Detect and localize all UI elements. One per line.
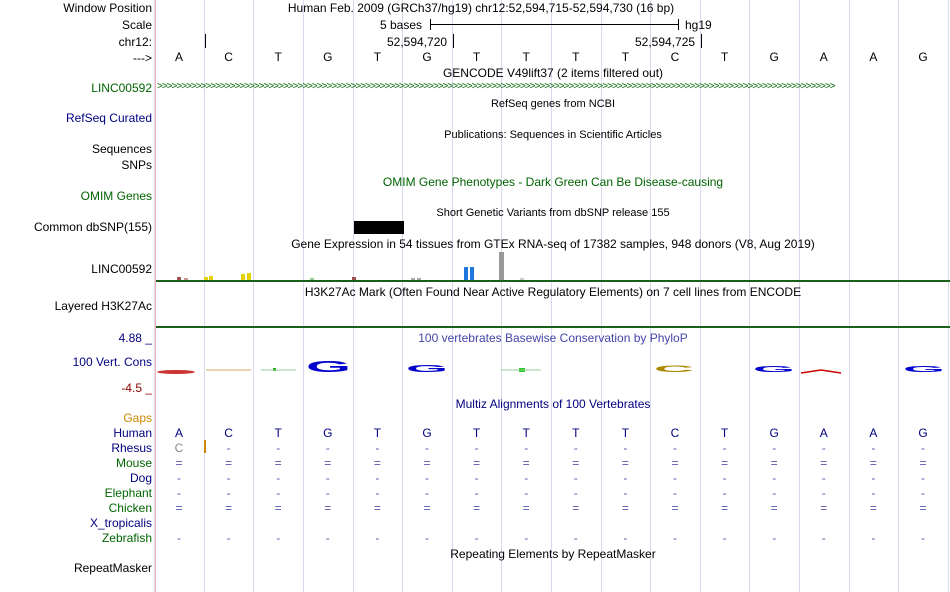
sequences-label[interactable]: Sequences [91,142,152,156]
svg-text:C: C [654,364,698,374]
repeatmasker-title: Repeating Elements by RepeatMasker [450,547,656,561]
alignment-cell: = [820,501,828,515]
gtex-bar[interactable] [310,278,314,280]
alignment-cell: = [869,456,877,470]
alignment-cell: T [621,426,630,440]
gtex-bar[interactable] [352,277,356,280]
gene-track-arrows[interactable]: >>>>>>>>>>>>>>>>>>>>>>>>>>>>>>>>>>>>>>>>>>>>>>>>>>>>>>>>>>>>>>>>>>>>>>>>>>>>>>>>>>>>>>>>>>>>>>>>>>>>>>>>>>>>>>>>>>>>>>>>>>>>>>>>>>>>>>>>>>>> [157,81,835,92]
alignment-cell: - [772,486,777,500]
sequence-base: T [720,50,729,64]
alignment-cell: = [671,501,679,515]
sequence-base: T [621,50,630,64]
scale-bar [430,24,678,25]
alignment-cell: T [274,426,282,440]
alignment-cell: - [375,531,380,545]
alignment-cell: = [225,456,233,470]
alignment-cell: T [373,426,382,440]
alignment-cell: - [177,531,181,545]
cons-max-label: 4.88 _ [118,331,152,345]
scale-bar-right-tick [678,19,679,30]
scale-text: 5 bases [380,18,423,32]
alignment-cell: - [821,471,826,485]
alignment-cell: - [821,531,826,545]
alignment-cell: - [177,471,181,485]
alignment-cell: - [673,531,677,545]
publications-title: Publications: Sequences in Scientific Articles [444,129,662,141]
gtex-bar[interactable] [520,278,524,280]
gtex-bar[interactable] [177,277,181,280]
alignment-cell: - [623,486,628,500]
alignment-cell: G [769,426,779,440]
alignment-cell: = [671,456,679,470]
alignment-cell: - [276,486,281,500]
alignment-cell: - [375,471,380,485]
alignment-cell: - [921,531,925,545]
gencode-title: GENCODE V49lift37 (2 items filtered out) [442,66,664,80]
alignment-cell: - [673,471,677,485]
window-position-text: Human Feb. 2009 (GRCh37/hg19) chr12:52,594,715-52,594,730 (16 bp) [287,1,675,15]
alignment-cell: - [375,441,380,455]
alignment-cell: - [871,486,876,500]
alignment-cell: - [722,441,727,455]
snp-feature[interactable] [354,221,404,234]
species-label[interactable]: Human [113,426,152,440]
svg-text:G: G [406,364,450,375]
chromosome-label: chr12: [118,35,152,49]
ruler-tick [701,34,702,48]
alignment-cell: = [373,456,381,470]
alignment-cell: - [474,486,479,500]
alignment-cell: - [772,471,777,485]
alignment-cell: = [770,456,778,470]
alignment-cell: - [226,486,231,500]
alignment-cell: - [573,486,578,500]
omim-label[interactable]: OMIM Genes [80,189,152,203]
alignment-cell: - [673,486,677,500]
alignment-cell: A [819,426,828,440]
alignment-cell: - [524,531,529,545]
alignment-cell: - [821,441,826,455]
alignment-cell: C [224,426,233,440]
h3k27ac-title: H3K27Ac Mark (Often Found Near Active Regulatory Elements) on 7 cell lines from ENCODE [304,285,802,299]
alignment-cell: - [177,486,181,500]
species-label[interactable]: Chicken [108,501,152,515]
alignment-cell: T [572,426,580,440]
h3k27ac-baseline [156,326,950,328]
alignment-cell: = [621,456,629,470]
alignment-cell: - [871,531,876,545]
alignment-cell: T [720,426,729,440]
repeatmasker-label[interactable]: RepeatMasker [73,561,152,575]
svg-text:G: G [306,359,351,376]
linc-gene-label[interactable]: LINC00592 [91,81,152,95]
alignment-cell: - [623,441,628,455]
alignment-cell: = [274,501,282,515]
alignment-cell: T [472,426,481,440]
sequence-base: T [572,50,580,64]
window-position-label: Window Position [63,1,152,15]
sequence-base: A [819,50,828,64]
h3k27ac-label[interactable]: Layered H3K27Ac [54,299,152,313]
alignment-cell: = [175,501,183,515]
alignment-cell: - [921,441,925,455]
sequence-base: G [422,50,432,64]
alignment-cell: - [226,441,231,455]
sequence-base: G [769,50,779,64]
alignment-cell: = [324,456,332,470]
gtex-bar[interactable] [209,276,213,280]
alignment-cell: - [226,471,231,485]
alignment-cell: = [473,501,481,515]
species-label[interactable]: Mouse [115,456,152,470]
alignment-cell: = [473,456,481,470]
refseq-title: RefSeq genes from NCBI [490,98,616,110]
sequence-base: G [918,50,928,64]
gtex-bar[interactable] [241,274,245,280]
alignment-cell: = [621,501,629,515]
sequence-base: T [522,50,530,64]
alignment-cell: - [722,531,727,545]
svg-text:G: G [903,365,945,374]
assembly-text: hg19 [685,18,712,32]
alignment-cell: T [522,426,530,440]
gtex-bar[interactable] [411,278,415,280]
alignment-cell: = [721,501,729,515]
gtex-bar[interactable] [204,277,208,280]
refseq-label[interactable]: RefSeq Curated [65,111,152,125]
coordinate-1: 52,594,720 [387,35,448,49]
alignment-cell: - [276,531,281,545]
alignment-cell: = [522,456,530,470]
alignment-cell: - [673,441,677,455]
alignment-cell: - [524,441,529,455]
cons-min-label: -4.5 _ [121,381,152,395]
base-gridline [154,0,155,592]
alignment-cell: - [722,486,727,500]
alignment-cell: - [276,471,281,485]
alignment-cell: = [225,501,233,515]
alignment-cell: = [423,456,431,470]
alignment-cell: - [524,471,529,485]
alignment-cell: - [821,486,826,500]
sequence-base: A [174,50,183,64]
gtex-label[interactable]: LINC00592 [91,262,152,276]
alignment-cell: C [174,441,184,455]
alignment-cell: = [175,456,183,470]
sequence-base: T [373,50,382,64]
alignment-cell: - [772,531,777,545]
scale-label: Scale [121,18,152,32]
alignment-cell: = [572,501,580,515]
alignment-cell: = [423,501,431,515]
dbsnp-title: Short Genetic Variants from dbSNP release 155 [436,207,670,219]
gtex-bar[interactable] [464,267,468,280]
alignment-cell: = [770,501,778,515]
gtex-bar[interactable] [247,273,251,280]
species-label[interactable]: Dog [129,471,152,485]
coordinate-2: 52,594,725 [635,35,696,49]
gtex-title: Gene Expression in 54 tissues from GTEx RNA-seq of 17382 samples, 948 donors (V8, Aug 2019) [291,237,815,251]
alignment-cell: = [373,501,381,515]
svg-text:G: G [753,365,795,374]
alignment-cell: - [871,471,876,485]
alignment-cell: - [325,531,330,545]
scale-bar-left-tick [430,19,431,30]
alignment-cell: - [425,471,429,485]
alignment-cell: = [919,501,927,515]
alignment-cell: - [871,441,876,455]
gtex-bar[interactable] [499,252,504,280]
sequence-base: C [224,50,233,64]
alignment-cell: - [623,471,628,485]
snps-label[interactable]: SNPs [121,158,152,172]
alignment-cell: - [573,531,578,545]
alignment-cell: = [820,456,828,470]
species-label[interactable]: Rhesus [111,441,152,455]
alignment-cell: - [772,441,777,455]
gtex-baseline [156,280,950,282]
species-label[interactable]: Elephant [104,486,152,500]
alignment-cell: - [573,441,578,455]
sequence-base: A [869,50,878,64]
alignment-cell: - [425,531,429,545]
alignment-cell: - [276,441,281,455]
alignment-cell: G [422,426,432,440]
alignment-cell: = [274,456,282,470]
alignment-cell: - [325,441,330,455]
ruler-tick [205,34,206,48]
alignment-cell: - [474,441,479,455]
alignment-cell: - [226,531,231,545]
dbsnp-label[interactable]: Common dbSNP(155) [33,220,152,234]
gtex-bar[interactable] [184,278,188,280]
alignment-cell: = [919,456,927,470]
sequence-base: C [670,50,680,64]
alignment-cell: = [869,501,877,515]
gtex-bar[interactable] [470,267,474,280]
alignment-cell: - [921,486,925,500]
alignment-cell: A [174,426,183,440]
sequence-base: T [274,50,282,64]
alignment-cell: - [524,486,529,500]
rhesus-insertion-marker[interactable] [204,440,206,453]
species-label[interactable]: X_tropicalis [89,516,152,530]
alignment-cell: - [325,486,330,500]
alignment-cell: - [425,441,429,455]
strand-arrow-label: ---> [133,51,152,65]
sequence-base: G [323,50,333,64]
alignment-cell: C [670,426,680,440]
phylop-logo-graph[interactable] [156,350,950,380]
alignment-cell: = [522,501,530,515]
alignment-cell: - [623,531,628,545]
alignment-cell: - [375,486,380,500]
alignment-cell: G [323,426,333,440]
ruler-tick [453,34,454,48]
alignment-cell: = [721,456,729,470]
alignment-cell: = [324,501,332,515]
omim-title: OMIM Gene Phenotypes - Dark Green Can Be Disease-causing [382,175,724,189]
sequence-base: T [472,50,481,64]
alignment-cell: A [869,426,878,440]
alignment-cell: - [722,471,727,485]
alignment-cell: = [572,456,580,470]
alignment-cell: - [573,471,578,485]
alignment-cell: - [425,486,429,500]
alignment-cell: - [474,471,479,485]
phylop-title: 100 vertebrates Basewise Conservation by PhyloP [418,331,688,345]
gaps-label[interactable]: Gaps [123,411,152,425]
alignment-cell: - [325,471,330,485]
multiz-title: Multiz Alignments of 100 Vertebrates [455,397,651,411]
alignment-cell: G [918,426,928,440]
gtex-bar[interactable] [417,278,421,280]
alignment-cell: - [921,471,925,485]
alignment-cell: - [474,531,479,545]
cons-label[interactable]: 100 Vert. Cons [72,355,152,369]
species-label[interactable]: Zebrafish [101,531,152,545]
